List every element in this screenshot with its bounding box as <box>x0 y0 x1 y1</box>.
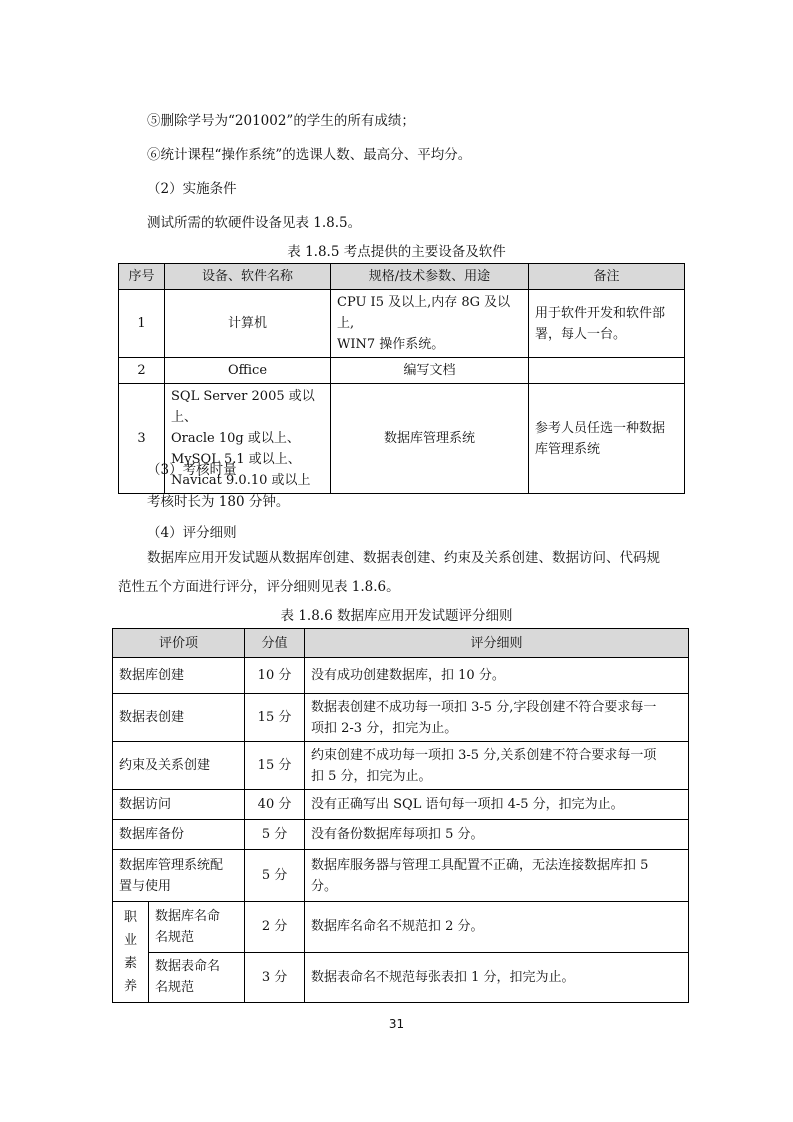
row-no: 1 <box>119 290 165 358</box>
name-line: MySQL 5.1 或以上、 <box>171 452 301 467</box>
group-label-char: 养 <box>123 979 137 994</box>
item-line: 数据库名命 <box>155 908 221 924</box>
paragraph-line-2: 范性五个方面进行评分，评分细则见表 1.8.6。 <box>118 579 400 595</box>
table-row <box>113 658 689 694</box>
row-spec: 编写文档 <box>331 358 529 384</box>
list-item-6: ⑥统计课程“操作系统”的选课人数、最高分、平均分。 <box>147 147 472 163</box>
row-detail <box>305 850 689 902</box>
name-line: 计算机 <box>227 316 267 331</box>
row-item <box>113 850 245 902</box>
page-number: 31 <box>388 1017 405 1031</box>
header-score: 分值 <box>245 629 305 658</box>
note-line: 用于软件开发和软件部 <box>535 305 666 321</box>
section-heading-4: （4）评分细则 <box>147 525 237 541</box>
row-score: 5 分 <box>245 850 305 902</box>
row-score: 15 分 <box>245 742 305 790</box>
detail-line: 数据库服务器与管理工具配置不正确，无法连接数据库扣 5 <box>311 857 649 873</box>
row-spec: 数据库管理系统 <box>331 384 529 494</box>
spec-line: WIN7 操作系统。 <box>337 337 445 352</box>
table-row <box>113 694 689 742</box>
group-label-char: 业 <box>123 933 137 948</box>
row-item <box>149 902 245 953</box>
table-row <box>119 290 685 358</box>
row-score: 2 分 <box>245 902 305 953</box>
row-name <box>165 290 331 358</box>
row-item: 数据表创建 <box>113 694 245 742</box>
scoring-table <box>112 628 689 1003</box>
row-spec <box>331 290 529 358</box>
section-heading-2: （2）实施条件 <box>147 181 237 197</box>
section-heading-3: （3）考核时量 <box>147 462 237 478</box>
row-detail: 数据库名命名不规范扣 2 分。 <box>305 902 689 953</box>
group-label-char: 素 <box>123 956 137 971</box>
row-detail: 数据表命名不规范每张表扣 1 分，扣完为止。 <box>305 952 689 1003</box>
group-label-char: 职 <box>123 910 137 925</box>
row-item: 数据库备份 <box>113 820 245 850</box>
table-row <box>113 902 689 953</box>
row-item <box>149 952 245 1003</box>
note-line: 库管理系统 <box>535 441 601 457</box>
header-detail: 评分细则 <box>305 629 689 658</box>
row-detail: 没有备份数据库每项扣 5 分。 <box>305 820 689 850</box>
detail-line: 约束创建不成功每一项扣 3-5 分,关系创建不符合要求每一项 <box>311 747 657 763</box>
name-line: Navicat 9.0.10 或以上 <box>171 473 311 488</box>
requirement-text: 测试所需的软硬件设备见表 1.8.5。 <box>147 215 362 231</box>
row-no: 2 <box>119 358 165 384</box>
list-item-5: ⑤删除学号为“201002”的学生的所有成绩； <box>147 113 415 129</box>
name-line: Oracle 10g 或以上、 <box>171 431 300 446</box>
table-row <box>113 820 689 850</box>
note-line: 参考人员任选一种数据 <box>535 420 666 436</box>
table-row <box>113 952 689 1003</box>
time-text: 考核时长为 180 分钟。 <box>147 494 290 510</box>
row-no: 3 <box>119 384 165 494</box>
group-label <box>113 902 149 1003</box>
table-row <box>119 358 685 384</box>
row-detail: 没有成功创建数据库，扣 10 分。 <box>305 658 689 694</box>
row-score: 40 分 <box>245 790 305 820</box>
row-note <box>529 290 685 358</box>
table-row <box>113 790 689 820</box>
row-score: 5 分 <box>245 820 305 850</box>
item-line: 名规范 <box>155 929 195 945</box>
header-spec: 规格/技术参数、用途 <box>331 264 529 290</box>
table-row <box>113 850 689 902</box>
table-1-caption: 表 1.8.5 考点提供的主要设备及软件 <box>287 244 506 260</box>
item-line: 名规范 <box>155 980 195 996</box>
item-line: 置与使用 <box>119 878 172 894</box>
spec-line: CPU I5 及以上,内存 8G 及以上, <box>337 295 511 331</box>
row-detail <box>305 742 689 790</box>
row-detail <box>305 694 689 742</box>
item-line: 数据表命名 <box>155 959 221 975</box>
row-note <box>529 384 685 494</box>
row-item: 数据库创建 <box>113 658 245 694</box>
paragraph-line-1: 数据库应用开发试题从数据库创建、数据表创建、约束及关系创建、数据访问、代码规 <box>147 550 660 566</box>
row-score: 3 分 <box>245 952 305 1003</box>
row-score: 10 分 <box>245 658 305 694</box>
header-no: 序号 <box>119 264 165 290</box>
row-item: 约束及关系创建 <box>113 742 245 790</box>
name-line: SQL Server 2005 或以上、 <box>171 389 315 425</box>
table-2-caption: 表 1.8.6 数据库应用开发试题评分细则 <box>280 608 513 624</box>
row-note <box>529 358 685 384</box>
header-item: 评价项 <box>113 629 245 658</box>
item-line: 数据库管理系统配 <box>119 857 224 873</box>
detail-line: 扣 5 分，扣完为止。 <box>311 768 432 784</box>
detail-line: 项扣 2-3 分，扣完为止。 <box>311 720 458 736</box>
equipment-table <box>118 263 685 494</box>
row-score: 15 分 <box>245 694 305 742</box>
row-detail: 没有正确写出 SQL 语句每一项扣 4-5 分，扣完为止。 <box>305 790 689 820</box>
row-name: Office <box>165 358 331 384</box>
note-line: 署，每人一台。 <box>535 326 627 342</box>
header-name: 设备、软件名称 <box>165 264 331 290</box>
row-item: 数据访问 <box>113 790 245 820</box>
detail-line: 数据表创建不成功每一项扣 3-5 分,字段创建不符合要求每一 <box>311 699 657 715</box>
detail-line: 分。 <box>311 878 338 894</box>
header-note: 备注 <box>529 264 685 290</box>
table-row <box>113 742 689 790</box>
